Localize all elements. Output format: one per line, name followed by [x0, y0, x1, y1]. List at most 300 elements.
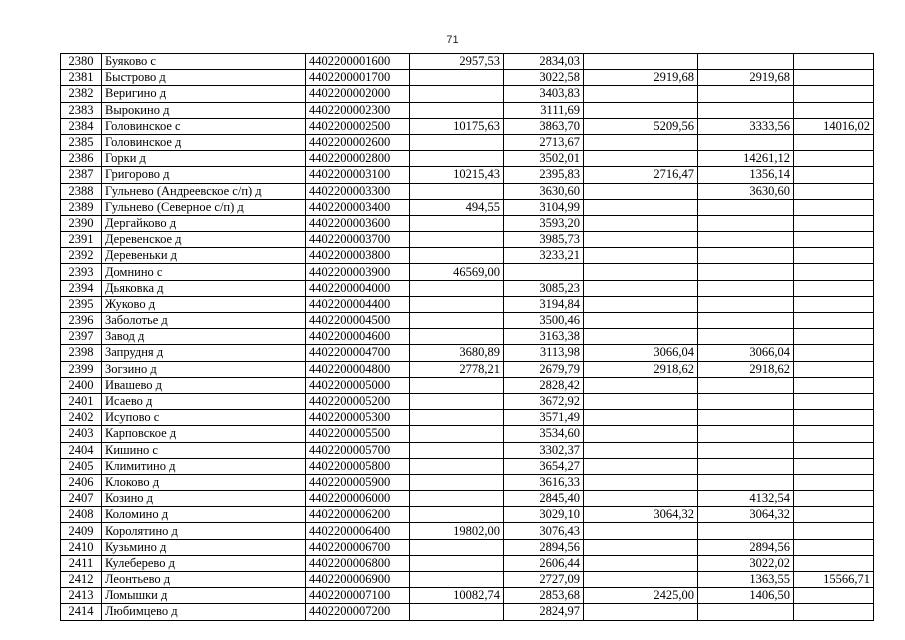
value-cell-3	[584, 54, 698, 70]
value-cell-4	[698, 377, 794, 393]
value-cell-4	[698, 426, 794, 442]
code-cell: 4402200004500	[306, 313, 410, 329]
code-cell: 4402200003900	[306, 264, 410, 280]
value-cell-2: 2853,68	[504, 588, 584, 604]
row-number-cell: 2388	[61, 183, 102, 199]
value-cell-4	[698, 442, 794, 458]
table-row	[61, 280, 874, 296]
value-cell-1	[410, 232, 504, 248]
value-cell-2: 3985,73	[504, 232, 584, 248]
row-number-cell: 2412	[61, 572, 102, 588]
row-number-cell: 2382	[61, 86, 102, 102]
settlement-name-cell: Кулеберево д	[102, 555, 306, 571]
value-cell-3	[584, 232, 698, 248]
settlement-name-cell: Быстрово д	[102, 70, 306, 86]
settlement-name-cell: Леонтьево д	[102, 572, 306, 588]
row-number-cell: 2407	[61, 491, 102, 507]
value-cell-5	[794, 345, 874, 361]
value-cell-3: 3066,04	[584, 345, 698, 361]
value-cell-1	[410, 410, 504, 426]
value-cell-4: 4132,54	[698, 491, 794, 507]
code-cell: 4402200003700	[306, 232, 410, 248]
value-cell-3	[584, 539, 698, 555]
table-row	[61, 248, 874, 264]
value-cell-4	[698, 523, 794, 539]
code-cell: 4402200005800	[306, 458, 410, 474]
value-cell-3	[584, 393, 698, 409]
value-cell-1: 2957,53	[410, 54, 504, 70]
row-number-cell: 2391	[61, 232, 102, 248]
value-cell-3	[584, 523, 698, 539]
code-cell: 4402200005300	[306, 410, 410, 426]
value-cell-5	[794, 280, 874, 296]
table-row	[61, 458, 874, 474]
row-number-cell: 2403	[61, 426, 102, 442]
value-cell-1: 10215,43	[410, 167, 504, 183]
value-cell-1: 19802,00	[410, 523, 504, 539]
value-cell-3	[584, 329, 698, 345]
value-cell-2: 2713,67	[504, 134, 584, 150]
value-cell-1	[410, 507, 504, 523]
row-number-cell: 2410	[61, 539, 102, 555]
value-cell-4	[698, 215, 794, 231]
value-cell-3	[584, 426, 698, 442]
code-cell: 4402200004000	[306, 280, 410, 296]
code-cell: 4402200005200	[306, 393, 410, 409]
table-body	[61, 54, 874, 621]
value-cell-2: 2834,03	[504, 54, 584, 70]
value-cell-1: 494,55	[410, 199, 504, 215]
value-cell-3	[584, 313, 698, 329]
row-number-cell: 2395	[61, 296, 102, 312]
value-cell-1	[410, 393, 504, 409]
row-number-cell: 2380	[61, 54, 102, 70]
row-number-cell: 2405	[61, 458, 102, 474]
value-cell-2: 3302,37	[504, 442, 584, 458]
value-cell-2: 3022,58	[504, 70, 584, 86]
value-cell-5	[794, 54, 874, 70]
value-cell-5: 14016,02	[794, 118, 874, 134]
table-row	[61, 523, 874, 539]
value-cell-5	[794, 167, 874, 183]
table-row	[61, 199, 874, 215]
settlement-name-cell: Завод д	[102, 329, 306, 345]
table-row	[61, 474, 874, 490]
value-cell-3	[584, 86, 698, 102]
value-cell-3	[584, 491, 698, 507]
code-cell: 4402200005900	[306, 474, 410, 490]
settlement-name-cell: Климитино д	[102, 458, 306, 474]
value-cell-1: 2778,21	[410, 361, 504, 377]
settlement-name-cell: Запрудня д	[102, 345, 306, 361]
value-cell-2: 3403,83	[504, 86, 584, 102]
value-cell-3	[584, 199, 698, 215]
value-cell-4	[698, 86, 794, 102]
row-number-cell: 2387	[61, 167, 102, 183]
code-cell: 4402200004700	[306, 345, 410, 361]
value-cell-1	[410, 102, 504, 118]
settlement-name-cell: Ломышки д	[102, 588, 306, 604]
code-cell: 4402200002500	[306, 118, 410, 134]
value-cell-1	[410, 442, 504, 458]
value-cell-4	[698, 134, 794, 150]
row-number-cell: 2386	[61, 151, 102, 167]
value-cell-4	[698, 458, 794, 474]
settlement-name-cell: Дьяковка д	[102, 280, 306, 296]
settlement-name-cell: Королятино д	[102, 523, 306, 539]
value-cell-1: 10082,74	[410, 588, 504, 604]
row-number-cell: 2399	[61, 361, 102, 377]
value-cell-2: 3029,10	[504, 507, 584, 523]
value-cell-2: 2845,40	[504, 491, 584, 507]
value-cell-4: 1406,50	[698, 588, 794, 604]
value-cell-5	[794, 70, 874, 86]
code-cell: 4402200001600	[306, 54, 410, 70]
table-row	[61, 183, 874, 199]
settlement-name-cell: Ивашево д	[102, 377, 306, 393]
code-cell: 4402200001700	[306, 70, 410, 86]
table-row	[61, 102, 874, 118]
code-cell: 4402200004800	[306, 361, 410, 377]
table-row	[61, 410, 874, 426]
settlement-name-cell: Деревенское д	[102, 232, 306, 248]
value-cell-4: 3022,02	[698, 555, 794, 571]
row-number-cell: 2409	[61, 523, 102, 539]
value-cell-3	[584, 458, 698, 474]
code-cell: 4402200003100	[306, 167, 410, 183]
settlement-name-cell: Выpокино д	[102, 102, 306, 118]
table-row	[61, 215, 874, 231]
settlement-name-cell: Кишино с	[102, 442, 306, 458]
value-cell-4	[698, 102, 794, 118]
value-cell-2: 3085,23	[504, 280, 584, 296]
table-row	[61, 604, 874, 620]
settlement-name-cell: Карповское д	[102, 426, 306, 442]
code-cell: 4402200002800	[306, 151, 410, 167]
value-cell-5	[794, 491, 874, 507]
settlement-name-cell: Гульнево (Андреевское с/п) д	[102, 183, 306, 199]
code-cell: 4402200004400	[306, 296, 410, 312]
value-cell-2: 2395,83	[504, 167, 584, 183]
table-row	[61, 134, 874, 150]
code-cell: 4402200003800	[306, 248, 410, 264]
value-cell-3	[584, 215, 698, 231]
row-number-cell: 2384	[61, 118, 102, 134]
value-cell-4	[698, 264, 794, 280]
row-number-cell: 2392	[61, 248, 102, 264]
table-row	[61, 296, 874, 312]
value-cell-5	[794, 215, 874, 231]
row-number-cell: 2398	[61, 345, 102, 361]
value-cell-2: 3194,84	[504, 296, 584, 312]
value-cell-3	[584, 183, 698, 199]
value-cell-3	[584, 134, 698, 150]
value-cell-4	[698, 604, 794, 620]
value-cell-4	[698, 54, 794, 70]
settlement-name-cell: Кузьмино д	[102, 539, 306, 555]
value-cell-5	[794, 151, 874, 167]
settlement-name-cell: Исаево д	[102, 393, 306, 409]
value-cell-1	[410, 151, 504, 167]
value-cell-2: 2824,97	[504, 604, 584, 620]
value-cell-4	[698, 474, 794, 490]
table-row	[61, 329, 874, 345]
value-cell-1	[410, 491, 504, 507]
value-cell-2: 3654,27	[504, 458, 584, 474]
code-cell: 4402200006000	[306, 491, 410, 507]
table-row	[61, 345, 874, 361]
value-cell-5	[794, 458, 874, 474]
row-number-cell: 2404	[61, 442, 102, 458]
value-cell-2: 3534,60	[504, 426, 584, 442]
settlement-name-cell: Деревеньки д	[102, 248, 306, 264]
settlement-name-cell: Заболотье д	[102, 313, 306, 329]
value-cell-1	[410, 329, 504, 345]
value-cell-2: 3571,49	[504, 410, 584, 426]
code-cell: 4402200006200	[306, 507, 410, 523]
value-cell-5	[794, 329, 874, 345]
settlement-name-cell: Жуково д	[102, 296, 306, 312]
code-cell: 4402200002000	[306, 86, 410, 102]
value-cell-5: 15566,71	[794, 572, 874, 588]
value-cell-3	[584, 151, 698, 167]
value-cell-3: 2919,68	[584, 70, 698, 86]
settlement-name-cell: Клоково д	[102, 474, 306, 490]
value-cell-5	[794, 296, 874, 312]
value-cell-2	[504, 264, 584, 280]
table-row	[61, 555, 874, 571]
value-cell-2: 3593,20	[504, 215, 584, 231]
table-row	[61, 491, 874, 507]
value-cell-3: 5209,56	[584, 118, 698, 134]
code-cell: 4402200006800	[306, 555, 410, 571]
value-cell-5	[794, 313, 874, 329]
settlement-name-cell: Веригино д	[102, 86, 306, 102]
value-cell-1	[410, 86, 504, 102]
code-cell: 4402200006400	[306, 523, 410, 539]
value-cell-4	[698, 329, 794, 345]
value-cell-2: 3863,70	[504, 118, 584, 134]
value-cell-1	[410, 572, 504, 588]
value-cell-5	[794, 183, 874, 199]
table-row	[61, 442, 874, 458]
code-cell: 4402200005500	[306, 426, 410, 442]
value-cell-5	[794, 410, 874, 426]
value-cell-1: 3680,89	[410, 345, 504, 361]
row-number-cell: 2408	[61, 507, 102, 523]
value-cell-1	[410, 280, 504, 296]
table-row	[61, 393, 874, 409]
value-cell-4: 1356,14	[698, 167, 794, 183]
value-cell-5	[794, 102, 874, 118]
value-cell-1: 10175,63	[410, 118, 504, 134]
value-cell-4: 2918,62	[698, 361, 794, 377]
settlement-name-cell: Зогзино д	[102, 361, 306, 377]
value-cell-1	[410, 183, 504, 199]
value-cell-4	[698, 248, 794, 264]
value-cell-4	[698, 313, 794, 329]
code-cell: 4402200005700	[306, 442, 410, 458]
value-cell-2: 3616,33	[504, 474, 584, 490]
table-row	[61, 361, 874, 377]
row-number-cell: 2397	[61, 329, 102, 345]
value-cell-1: 46569,00	[410, 264, 504, 280]
settlement-name-cell: Головинское с	[102, 118, 306, 134]
value-cell-5	[794, 248, 874, 264]
value-cell-2: 3113,98	[504, 345, 584, 361]
settlement-name-cell: Домнино с	[102, 264, 306, 280]
value-cell-5	[794, 555, 874, 571]
value-cell-3: 3064,32	[584, 507, 698, 523]
value-cell-4: 14261,12	[698, 151, 794, 167]
page-number: 71	[446, 34, 459, 46]
value-cell-2: 2894,56	[504, 539, 584, 555]
value-cell-3	[584, 377, 698, 393]
value-cell-3: 2716,47	[584, 167, 698, 183]
settlement-name-cell: Исупово с	[102, 410, 306, 426]
value-cell-4: 1363,55	[698, 572, 794, 588]
row-number-cell: 2400	[61, 377, 102, 393]
settlement-name-cell: Гульнево (Северное с/п) д	[102, 199, 306, 215]
value-cell-5	[794, 134, 874, 150]
value-cell-2: 3630,60	[504, 183, 584, 199]
code-cell: 4402200007200	[306, 604, 410, 620]
value-cell-3	[584, 280, 698, 296]
code-cell: 4402200004600	[306, 329, 410, 345]
value-cell-3	[584, 604, 698, 620]
value-cell-3	[584, 102, 698, 118]
value-cell-1	[410, 426, 504, 442]
value-cell-5	[794, 507, 874, 523]
row-number-cell: 2390	[61, 215, 102, 231]
table-row	[61, 167, 874, 183]
value-cell-4	[698, 232, 794, 248]
value-cell-2: 3104,99	[504, 199, 584, 215]
row-number-cell: 2385	[61, 134, 102, 150]
value-cell-5	[794, 199, 874, 215]
value-cell-1	[410, 134, 504, 150]
value-cell-1	[410, 313, 504, 329]
code-cell: 4402200002600	[306, 134, 410, 150]
value-cell-3	[584, 248, 698, 264]
value-cell-2: 3500,46	[504, 313, 584, 329]
value-cell-4	[698, 296, 794, 312]
value-cell-4	[698, 410, 794, 426]
row-number-cell: 2383	[61, 102, 102, 118]
value-cell-1	[410, 555, 504, 571]
value-cell-5	[794, 588, 874, 604]
value-cell-2: 3163,38	[504, 329, 584, 345]
code-cell: 4402200002300	[306, 102, 410, 118]
settlement-name-cell: Коломино д	[102, 507, 306, 523]
value-cell-1	[410, 377, 504, 393]
value-cell-4	[698, 199, 794, 215]
table-row	[61, 426, 874, 442]
value-cell-5	[794, 232, 874, 248]
value-cell-2: 3502,01	[504, 151, 584, 167]
value-cell-3	[584, 410, 698, 426]
value-cell-5	[794, 474, 874, 490]
table-row	[61, 232, 874, 248]
value-cell-4	[698, 280, 794, 296]
value-cell-5	[794, 539, 874, 555]
value-cell-1	[410, 248, 504, 264]
value-cell-1	[410, 458, 504, 474]
value-cell-4: 3630,60	[698, 183, 794, 199]
code-cell: 4402200006900	[306, 572, 410, 588]
value-cell-5	[794, 523, 874, 539]
value-cell-3	[584, 572, 698, 588]
code-cell: 4402200003300	[306, 183, 410, 199]
row-number-cell: 2393	[61, 264, 102, 280]
value-cell-3	[584, 474, 698, 490]
row-number-cell: 2411	[61, 555, 102, 571]
value-cell-2: 2828,42	[504, 377, 584, 393]
value-cell-2: 2606,44	[504, 555, 584, 571]
value-cell-3	[584, 264, 698, 280]
value-cell-3	[584, 555, 698, 571]
settlement-name-cell: Козино д	[102, 491, 306, 507]
row-number-cell: 2394	[61, 280, 102, 296]
value-cell-1	[410, 70, 504, 86]
code-cell: 4402200006700	[306, 539, 410, 555]
table-row	[61, 507, 874, 523]
value-cell-2: 3111,69	[504, 102, 584, 118]
table-row	[61, 54, 874, 70]
value-cell-5	[794, 393, 874, 409]
value-cell-3: 2918,62	[584, 361, 698, 377]
settlements-table	[60, 53, 874, 621]
settlement-name-cell: Дергайково д	[102, 215, 306, 231]
table-row	[61, 151, 874, 167]
value-cell-3: 2425,00	[584, 588, 698, 604]
value-cell-5	[794, 426, 874, 442]
value-cell-2: 3672,92	[504, 393, 584, 409]
value-cell-1	[410, 539, 504, 555]
value-cell-2: 2727,09	[504, 572, 584, 588]
settlement-name-cell: Горки д	[102, 151, 306, 167]
value-cell-4: 3333,56	[698, 118, 794, 134]
value-cell-2: 3233,21	[504, 248, 584, 264]
table-row	[61, 377, 874, 393]
table-row	[61, 86, 874, 102]
settlement-name-cell: Буяково с	[102, 54, 306, 70]
code-cell: 4402200005000	[306, 377, 410, 393]
settlement-name-cell: Любимцево д	[102, 604, 306, 620]
row-number-cell: 2406	[61, 474, 102, 490]
value-cell-1	[410, 604, 504, 620]
code-cell: 4402200007100	[306, 588, 410, 604]
value-cell-3	[584, 296, 698, 312]
value-cell-5	[794, 86, 874, 102]
row-number-cell: 2389	[61, 199, 102, 215]
table-row	[61, 588, 874, 604]
value-cell-2: 2679,79	[504, 361, 584, 377]
code-cell: 4402200003400	[306, 199, 410, 215]
table-row	[61, 264, 874, 280]
row-number-cell: 2381	[61, 70, 102, 86]
row-number-cell: 2401	[61, 393, 102, 409]
value-cell-1	[410, 474, 504, 490]
table-row	[61, 118, 874, 134]
value-cell-1	[410, 296, 504, 312]
value-cell-4: 3064,32	[698, 507, 794, 523]
value-cell-1	[410, 215, 504, 231]
value-cell-5	[794, 361, 874, 377]
row-number-cell: 2413	[61, 588, 102, 604]
value-cell-4: 3066,04	[698, 345, 794, 361]
table-row	[61, 70, 874, 86]
